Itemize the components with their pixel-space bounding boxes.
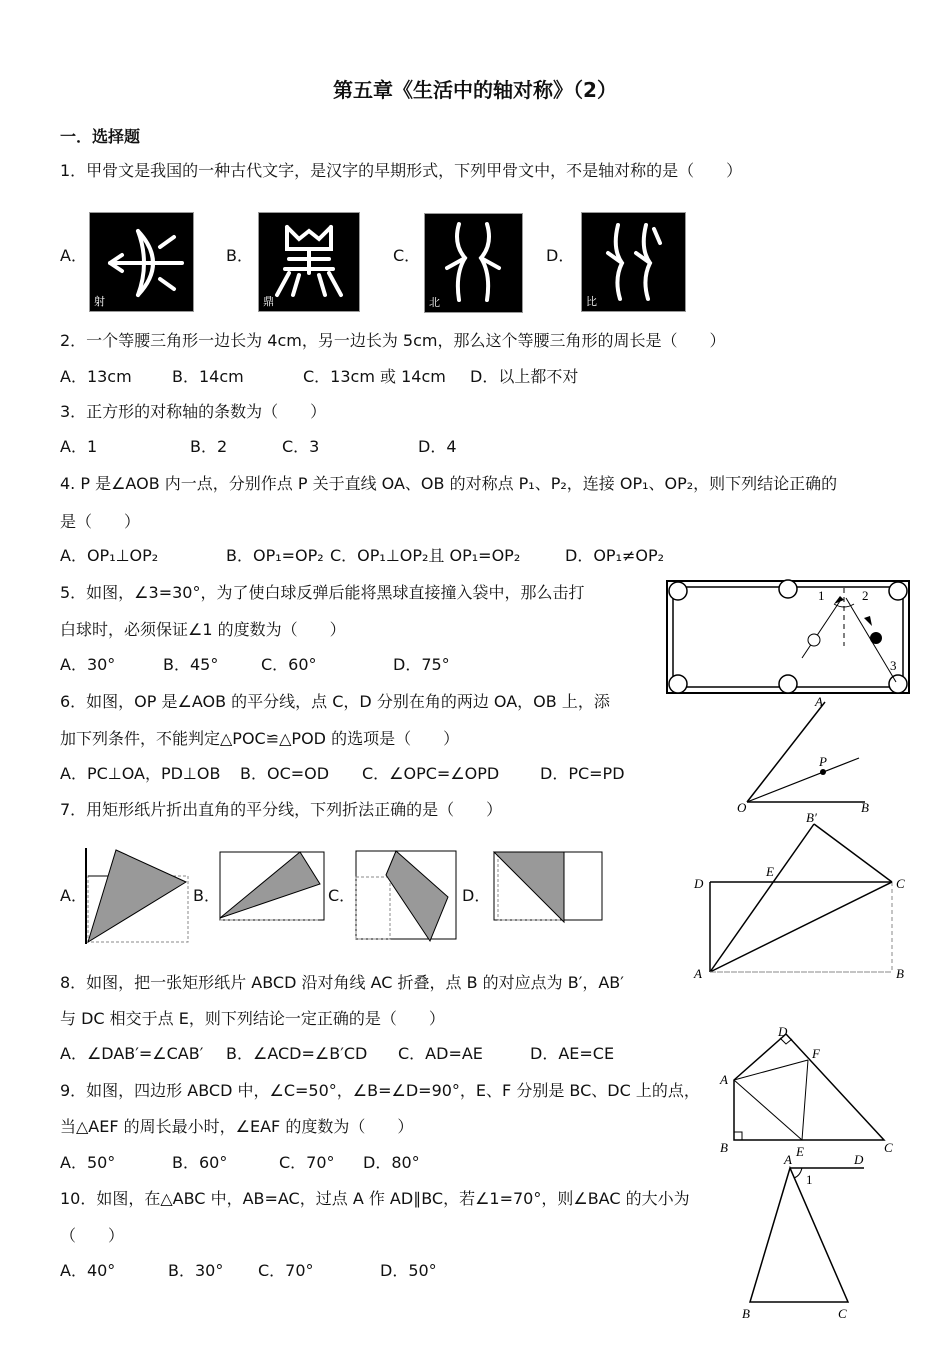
q9-option-d[interactable]: D．80° <box>363 1153 420 1172</box>
q10-option-d[interactable]: D．50° <box>380 1261 437 1280</box>
q8-option-c[interactable]: C．AD=AE <box>398 1044 483 1063</box>
q1-char-c: 北 <box>429 296 440 309</box>
q9-option-c[interactable]: C．70° <box>279 1153 335 1172</box>
q10-label-d: D <box>854 1152 864 1167</box>
q3-option-b[interactable]: B．2 <box>190 437 228 456</box>
oracle-char-bi-image <box>581 212 686 312</box>
q2-option-c[interactable]: C．13cm 或 14cm <box>303 367 446 386</box>
q2-option-b[interactable]: B．14cm <box>172 367 244 386</box>
q7-stem: 7．用矩形纸片折出直角的平分线，下列折法正确的是（ ） <box>60 800 503 819</box>
q3-stem: 3．正方形的对称轴的条数为（ ） <box>60 402 327 421</box>
q5-option-c[interactable]: C．60° <box>261 655 317 674</box>
q6-stem-line1: 6．如图，OP 是∠AOB 的平分线，点 C，D 分别在角的两边 OA，OB 上，添 <box>60 692 610 711</box>
q1-stem: 1．甲骨文是我国的一种古代文字，是汉字的早期形式，下列甲骨文中，不是轴对称的是（ ） <box>60 161 743 180</box>
q10-label-c: C <box>838 1306 847 1321</box>
q7-option-a[interactable]: A． <box>60 886 87 905</box>
q2-option-a[interactable]: A．13cm <box>60 367 132 386</box>
q10-label-b: B <box>742 1306 750 1321</box>
q6-label-a: A <box>815 694 823 709</box>
q8-option-b[interactable]: B．∠ACD=∠B′CD <box>226 1044 368 1063</box>
angle-bisector-figure <box>735 690 875 812</box>
q1-option-c[interactable]: C． <box>393 246 421 265</box>
q1-option-a[interactable]: A． <box>60 246 87 265</box>
q6-label-p: P <box>819 754 827 769</box>
q2-stem: 2．一个等腰三角形一边长为 4cm，另一边长为 5cm，那么这个等腰三角形的周长是（ ） <box>60 331 726 350</box>
q5-option-b[interactable]: B．45° <box>163 655 219 674</box>
page-title: 第五章《生活中的轴对称》（2） <box>333 78 617 102</box>
q8-label-b: B <box>896 966 904 981</box>
q6-option-a[interactable]: A．PC⊥OA，PD⊥OB <box>60 764 221 783</box>
billiard-table-figure <box>664 578 912 696</box>
fold-figure-b <box>214 848 326 924</box>
q3-option-d[interactable]: D．4 <box>418 437 457 456</box>
q8-label-e: E <box>766 864 774 879</box>
q6-option-d[interactable]: D．PC=PD <box>540 764 625 783</box>
q7-option-d[interactable]: D． <box>462 886 491 905</box>
q4-stem-line2: 是（ ） <box>60 512 141 531</box>
q6-label-b: B <box>861 800 869 812</box>
q8-stem-line2: 与 DC 相交于点 E，则下列结论一定正确的是（ ） <box>60 1009 445 1028</box>
q3-option-a[interactable]: A．1 <box>60 437 98 456</box>
q6-option-b[interactable]: B．OC=OD <box>240 764 330 783</box>
q10-label-a: A <box>784 1152 792 1167</box>
q10-label-1: 1 <box>806 1172 813 1187</box>
q1-char-d: 比 <box>586 295 597 308</box>
q4-stem-line1: 4. P 是∠AOB 内一点，分别作点 P 关于直线 OA、OB 的对称点 P₁、P₂，连接 OP₁、OP₂，则下列结论正确的 <box>60 474 838 493</box>
q9-label-b: B <box>720 1140 728 1155</box>
q9-option-a[interactable]: A．50° <box>60 1153 116 1172</box>
q9-stem-line2: 当△AEF 的周长最小时，∠EAF 的度数为（ ） <box>60 1117 414 1136</box>
fold-figure-a <box>84 846 190 946</box>
section-heading: 一．选择题 <box>60 127 141 146</box>
q9-label-a: A <box>720 1072 728 1087</box>
q10-stem-line1: 10．如图，在△ABC 中，AB=AC，过点 A 作 AD∥BC，若∠1=70°，则∠BAC 的大小为 <box>60 1189 690 1208</box>
q8-option-a[interactable]: A．∠DAB′=∠CAB′ <box>60 1044 204 1063</box>
q1-char-b: 鼎 <box>263 295 274 308</box>
q7-option-c[interactable]: C． <box>328 886 356 905</box>
q10-stem-line2: （ ） <box>60 1226 125 1245</box>
q1-char-a: 射 <box>94 295 105 308</box>
q5-option-d[interactable]: D．75° <box>393 655 450 674</box>
q5-stem-line2: 白球时，必须保证∠1 的度数为（ ） <box>60 620 346 639</box>
q9-label-c: C <box>884 1140 893 1155</box>
q4-option-b[interactable]: B．OP₁=OP₂ <box>226 546 324 565</box>
q1-option-d[interactable]: D． <box>546 246 575 265</box>
q9-label-d: D <box>778 1024 788 1039</box>
q4-option-d[interactable]: D．OP₁≠OP₂ <box>565 546 665 565</box>
q10-option-c[interactable]: C．70° <box>258 1261 314 1280</box>
q8-stem-line1: 8．如图，把一张矩形纸片 ABCD 沿对角线 AC 折叠，点 B 的对应点为 B′，AB′ <box>60 973 624 992</box>
q8-label-bprime: B′ <box>806 810 817 825</box>
q5-label-1: 1 <box>818 588 825 603</box>
q9-option-b[interactable]: B．60° <box>172 1153 228 1172</box>
q9-label-e: E <box>796 1144 804 1158</box>
q10-option-a[interactable]: A．40° <box>60 1261 116 1280</box>
fold-figure-c <box>490 848 604 924</box>
q9-stem-line1: 9．如图，四边形 ABCD 中，∠C=50°，∠B=∠D=90°，E、F 分别是 BC、DC 上的点， <box>60 1081 700 1100</box>
q4-option-a[interactable]: A．OP₁⊥OP₂ <box>60 546 159 565</box>
q8-label-d: D <box>694 876 704 891</box>
q8-label-a: A <box>694 966 702 981</box>
q7-option-b[interactable]: B． <box>193 886 220 905</box>
oracle-char-ding-image <box>258 212 360 312</box>
q4-option-c[interactable]: C．OP₁⊥OP₂且 OP₁=OP₂ <box>330 546 521 565</box>
isosceles-triangle-figure <box>730 1152 870 1324</box>
oracle-char-bei-image <box>424 213 523 313</box>
q6-label-o: O <box>737 800 747 812</box>
q5-label-2: 2 <box>862 588 869 603</box>
oracle-char-she-image <box>89 212 194 312</box>
q5-stem-line1: 5．如图，∠3=30°，为了使白球反弹后能将黑球直接撞入袋中，那么击打 <box>60 583 585 602</box>
fold-figure-d <box>352 847 460 943</box>
quadrilateral-figure <box>716 1024 906 1158</box>
q5-label-3: 3 <box>890 658 897 673</box>
q8-label-c: C <box>896 876 905 891</box>
q2-option-d[interactable]: D．以上都不对 <box>470 367 579 386</box>
q1-option-b[interactable]: B． <box>226 246 253 265</box>
folded-rectangle-figure <box>690 810 912 982</box>
q8-option-d[interactable]: D．AE=CE <box>530 1044 615 1063</box>
q6-stem-line2: 加下列条件，不能判定△POC≌△POD 的选项是（ ） <box>60 729 460 748</box>
q3-option-c[interactable]: C．3 <box>282 437 320 456</box>
q5-option-a[interactable]: A．30° <box>60 655 116 674</box>
q9-label-f: F <box>812 1046 820 1061</box>
q6-option-c[interactable]: C．∠OPC=∠OPD <box>362 764 500 783</box>
q10-option-b[interactable]: B．30° <box>168 1261 224 1280</box>
